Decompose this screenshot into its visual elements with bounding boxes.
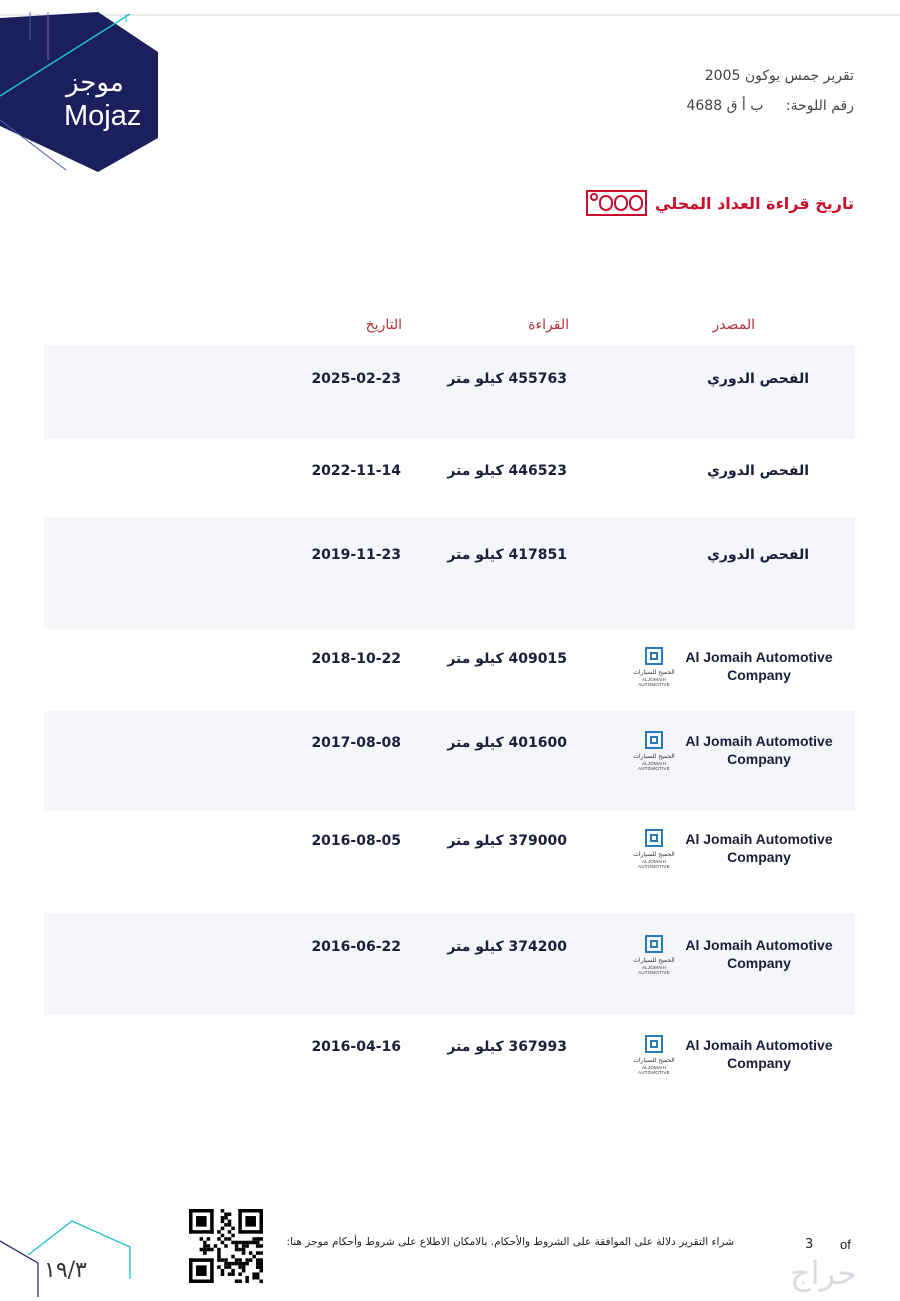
cell-date: 2018-10-22 — [311, 651, 401, 667]
qr-code[interactable] — [189, 1209, 263, 1283]
bottom-corner-decoration — [0, 1215, 135, 1297]
company-logo-en: ALJOMAIH AUTOMOTIVE — [638, 677, 670, 687]
table-row — [44, 517, 855, 629]
plate-label: رقم اللوحة: — [785, 98, 854, 114]
cell-date: 2016-06-22 — [311, 939, 401, 955]
cell-reading: 367993 كيلو متر — [447, 1039, 567, 1055]
terms-text: شراء التقرير دلالة على الموافقة على الشروط والأحكام. بالامكان الاطلاع على شروط وأحكام موجز هنا: — [286, 1236, 734, 1248]
table-row — [44, 1015, 855, 1101]
company-logo-mark — [645, 1035, 663, 1053]
section-heading — [586, 190, 854, 216]
page-corner-number: ١٩/٣ — [44, 1258, 87, 1283]
odometer-icon — [586, 190, 647, 216]
company-logo-mark — [645, 731, 663, 749]
logo-text-arabic: موجز — [66, 68, 124, 98]
company-logo-ar: الجميح للسيارات — [633, 669, 675, 676]
cell-date: 2019-11-23 — [311, 547, 401, 563]
cell-date: 2025-02-23 — [311, 371, 401, 387]
table-row — [44, 439, 855, 517]
company-logo-mark — [645, 829, 663, 847]
table-row — [44, 913, 855, 1015]
section-title: تاريخ قراءة العداد المحلي — [655, 193, 854, 213]
plate-line — [534, 96, 854, 126]
cell-source: Al Jomaih Automotive Company — [685, 733, 833, 767]
cell-date: 2016-08-05 — [311, 833, 401, 849]
company-logo-ar: الجميح للسيارات — [633, 851, 675, 858]
company-logo-ar: الجميح للسيارات — [633, 753, 675, 760]
table-row — [44, 629, 855, 711]
cell-reading: 455763 كيلو متر — [447, 371, 567, 387]
cell-reading: 446523 كيلو متر — [447, 463, 567, 479]
company-logo-icon — [631, 935, 677, 977]
header-date: التاريخ — [365, 317, 402, 333]
cell-reading: 374200 كيلو متر — [447, 939, 567, 955]
cell-source: الفحص الدوري — [707, 547, 809, 563]
company-logo-en: ALJOMAIH AUTOMOTIVE — [638, 1065, 670, 1075]
cell-date: 2016-04-16 — [311, 1039, 401, 1055]
cell-source: الفحص الدوري — [707, 371, 809, 387]
cell-source: Al Jomaih Automotive Company — [685, 1037, 833, 1071]
logo-text-english: Mojaz — [64, 100, 142, 132]
cell-source: Al Jomaih Automotive Company — [685, 937, 833, 971]
company-logo-icon — [631, 731, 677, 773]
header-reading: القراءة — [528, 317, 569, 333]
table-row — [44, 345, 855, 439]
page-of-label: of — [840, 1237, 851, 1252]
report-title: تقرير جمس يوكون 2005 — [704, 68, 854, 84]
table-header — [44, 311, 855, 345]
odometer-table — [44, 311, 855, 1101]
company-logo-icon — [631, 829, 677, 871]
cell-source: الفحص الدوري — [707, 463, 809, 479]
company-logo-icon — [631, 1035, 677, 1077]
company-logo-en: ALJOMAIH AUTOMOTIVE — [638, 965, 670, 975]
company-logo-icon — [631, 647, 677, 689]
company-logo-mark — [645, 935, 663, 953]
company-logo-en: ALJOMAIH AUTOMOTIVE — [638, 761, 670, 771]
cell-date: 2017-08-08 — [311, 735, 401, 751]
report-header — [534, 66, 854, 126]
cell-source: Al Jomaih Automotive Company — [685, 831, 833, 865]
cell-reading: 409015 كيلو متر — [447, 651, 567, 667]
cell-reading: 401600 كيلو متر — [447, 735, 567, 751]
company-logo-en: ALJOMAIH AUTOMOTIVE — [638, 859, 670, 869]
cell-date: 2022-11-14 — [311, 463, 401, 479]
header-source: المصدر — [712, 317, 755, 333]
table-body — [44, 345, 855, 1101]
table-row — [44, 811, 855, 913]
company-logo-ar: الجميح للسيارات — [633, 957, 675, 964]
page-current: 3 — [805, 1237, 814, 1252]
company-logo-ar: الجميح للسيارات — [633, 1057, 675, 1064]
company-logo-mark — [645, 647, 663, 665]
cell-reading: 379000 كيلو متر — [447, 833, 567, 849]
watermark-haraj: حراج — [790, 1254, 857, 1292]
cell-source: Al Jomaih Automotive Company — [685, 649, 833, 683]
cell-reading: 417851 كيلو متر — [447, 547, 567, 563]
table-row — [44, 711, 855, 811]
plate-value: ب أ ق 4688 — [686, 98, 764, 114]
mojaz-logo — [0, 0, 200, 180]
